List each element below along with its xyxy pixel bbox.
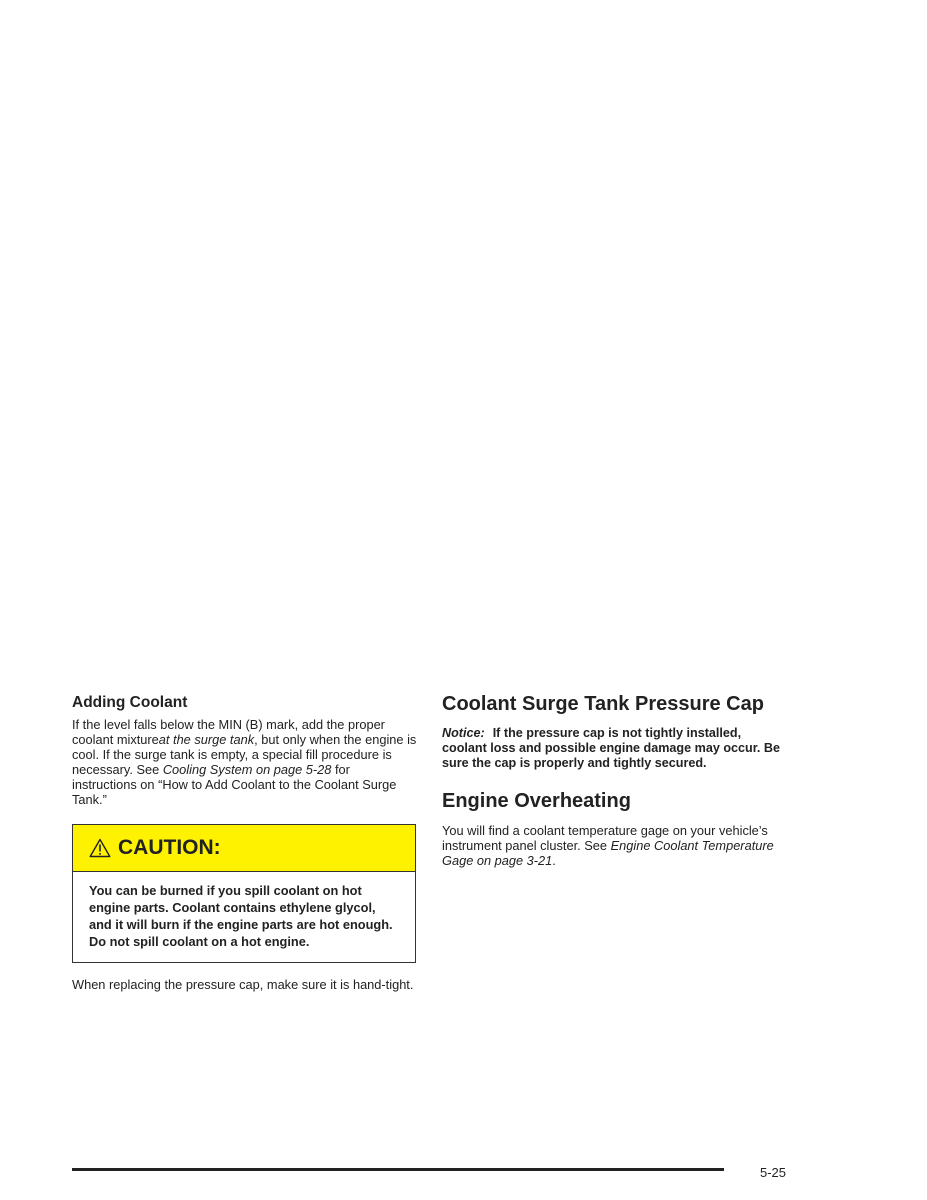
text-run: , but only when the engine is cool. If the surge tank is empty, a special fill procedure is necessary. See: [72, 732, 417, 777]
text-run: .: [552, 853, 556, 868]
text-run: If the level falls below the MIN (B) mark, add the proper coolant mixture: [72, 717, 385, 747]
text-run: You will find a coolant temperature gage on your vehicle’s instrument panel cluster. See: [442, 823, 768, 853]
caution-box: [72, 824, 416, 963]
cross-reference-link[interactable]: Cooling System on page 5-28: [162, 762, 332, 777]
notice-text: If the pressure cap is not tightly installed, coolant loss and possible engine damage may occur. Be sure the cap is properly and tightly secured.: [442, 726, 781, 770]
right-column: [442, 692, 787, 868]
italic-run: at the surge tank: [158, 732, 255, 747]
caution-header: [73, 825, 415, 872]
text-run: for instructions on “How to Add Coolant to the Coolant Surge Tank.”: [72, 762, 397, 807]
caution-title: CAUTION:: [118, 836, 221, 859]
engine-overheating-heading: Engine Overheating: [442, 790, 631, 812]
notice-paragraph: [442, 726, 787, 771]
cross-reference-link[interactable]: Engine Coolant Temperature Gage on page 3-21: [442, 838, 774, 868]
notice-label: Notice:: [442, 726, 485, 740]
warning-triangle-icon: [89, 838, 111, 858]
pressure-cap-paragraph: When replacing the pressure cap, make sure it is hand-tight.: [72, 977, 414, 992]
adding-coolant-paragraph: [72, 717, 417, 807]
footer-rule: [72, 1168, 724, 1171]
adding-coolant-heading: Adding Coolant: [72, 694, 188, 711]
engine-overheating-paragraph: [442, 823, 787, 868]
pressure-cap-heading: Coolant Surge Tank Pressure Cap: [442, 693, 764, 715]
left-column: [72, 694, 417, 992]
caution-body: You can be burned if you spill coolant on hot engine parts. Coolant contains ethylene glycol, and it will burn if the engine parts are hot enough. Do not spill coolant on a hot engine.: [89, 883, 393, 949]
page-number: 5-25: [760, 1165, 787, 1180]
